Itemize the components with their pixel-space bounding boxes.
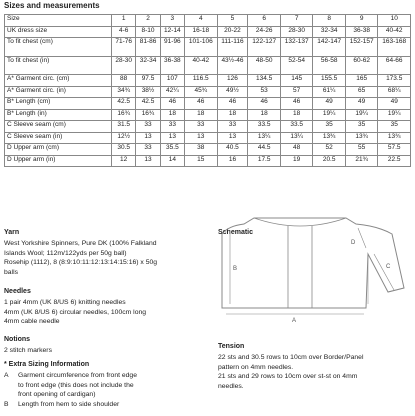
table-cell: 57: [280, 86, 313, 98]
table-cell: 13¾: [378, 132, 411, 144]
row-label: C Sleeve seam (in): [5, 132, 112, 144]
table-cell: 8: [313, 15, 346, 27]
table-cell: 22.5: [378, 155, 411, 167]
row-label: B* Length (cm): [5, 98, 112, 110]
table-cell: 101-106: [185, 38, 218, 57]
table-cell: 13: [217, 132, 248, 144]
table-cell: 33.5: [280, 121, 313, 133]
table-cell: 52: [313, 144, 346, 156]
table-cell: 38½: [136, 86, 160, 98]
table-cell: 145: [280, 75, 313, 87]
schematic-diagram: [218, 204, 410, 324]
table-cell: 64-66: [378, 56, 411, 75]
table-cell: 28-30: [280, 26, 313, 38]
table-cell: 60-62: [345, 56, 378, 75]
table-cell: 28-30: [112, 56, 136, 75]
table-row: [5, 75, 411, 87]
table-cell: 40-42: [378, 26, 411, 38]
label-c: C: [386, 264, 391, 270]
table-cell: 42.5: [112, 98, 136, 110]
table-cell: 43½-46: [217, 56, 248, 75]
page-title: Sizes and measurements: [4, 1, 100, 10]
table-cell: 18: [160, 109, 184, 121]
table-row: [5, 15, 411, 27]
table-cell: 107: [160, 75, 184, 87]
table-cell: 35: [345, 121, 378, 133]
row-label: D Upper arm (in): [5, 155, 112, 167]
table-cell: 65: [345, 86, 378, 98]
table-cell: 36-38: [345, 26, 378, 38]
table-cell: 40.5: [217, 144, 248, 156]
table-cell: 46: [185, 98, 218, 110]
table-cell: 19¼: [345, 109, 378, 121]
table-cell: 56-58: [313, 56, 346, 75]
table-cell: 111-116: [217, 38, 248, 57]
neckline: [254, 218, 346, 226]
table-cell: 13: [136, 155, 160, 167]
table-cell: 30.5: [112, 144, 136, 156]
label-d: D: [351, 240, 356, 246]
table-cell: 33: [185, 121, 218, 133]
table-cell: 61¼: [313, 86, 346, 98]
extra-sizing-text: to front edge (this does not include the: [18, 381, 134, 389]
yarn-line: Islands Wool; 112m/122yds per 50g ball): [4, 249, 127, 257]
table-cell: 40-42: [185, 56, 218, 75]
table-cell: 16-18: [185, 26, 218, 38]
schematic-heading: Schematic: [218, 229, 254, 236]
extra-sizing-text: front opening of cardigan): [18, 391, 96, 398]
garment-outline: [222, 218, 404, 308]
table-cell: 33: [160, 121, 184, 133]
table-row: [5, 38, 411, 57]
table-cell: 10: [378, 15, 411, 27]
table-cell: 31.5: [112, 121, 136, 133]
table-cell: 15: [185, 155, 218, 167]
table-cell: 13: [160, 132, 184, 144]
table-cell: 32-34: [313, 26, 346, 38]
table-cell: 68¼: [378, 86, 411, 98]
table-cell: 35.5: [160, 144, 184, 156]
table-cell: 81-86: [136, 38, 160, 57]
table-cell: 48-50: [248, 56, 281, 75]
tension-line: 21 sts and 29 rows to 10cm over st-st on 4mm: [218, 373, 358, 380]
row-label: B* Length (in): [5, 109, 112, 121]
table-cell: 2: [136, 15, 160, 27]
table-cell: 18: [280, 109, 313, 121]
tension-line: needles.: [218, 382, 244, 390]
notions-line: 2 stitch markers: [4, 347, 52, 354]
table-cell: 13: [136, 132, 160, 144]
yarn-heading: Yarn: [4, 229, 20, 236]
table-cell: 12-14: [160, 26, 184, 38]
table-row: [5, 26, 411, 38]
table-cell: 126: [217, 75, 248, 87]
table-cell: 19¼: [313, 109, 346, 121]
table-cell: 33: [217, 121, 248, 133]
table-cell: 53: [248, 86, 281, 98]
table-cell: 13: [185, 132, 218, 144]
extra-sizing-heading: * Extra Sizing Information: [4, 361, 90, 368]
table-cell: 4-6: [112, 26, 136, 38]
row-label: D Upper arm (cm): [5, 144, 112, 156]
table-cell: 18: [185, 109, 218, 121]
label-a: A: [292, 318, 297, 324]
row-label: A* Garment circ. (cm): [5, 75, 112, 87]
table-cell: 88: [112, 75, 136, 87]
table-cell: 19: [280, 155, 313, 167]
sizes-table: [4, 14, 411, 167]
table-cell: 165: [345, 75, 378, 87]
table-cell: 46: [160, 98, 184, 110]
table-cell: 7: [280, 15, 313, 27]
yarn-line: balls: [4, 268, 18, 276]
row-label: To fit chest (cm): [5, 38, 112, 57]
tension-heading: Tension: [218, 343, 245, 350]
table-cell: 33: [136, 144, 160, 156]
yarn-line: West Yorkshire Spinners, Pure DK (100% Falkland: [4, 240, 157, 247]
table-cell: 13¼: [248, 132, 281, 144]
needles-text: [4, 298, 209, 327]
table-cell: 13¾: [345, 132, 378, 144]
table-cell: 49: [345, 98, 378, 110]
table-cell: 116.5: [185, 75, 218, 87]
table-cell: 42.5: [136, 98, 160, 110]
table-cell: 19¼: [378, 109, 411, 121]
table-cell: 152-157: [345, 38, 378, 57]
table-cell: 24-26: [248, 26, 281, 38]
row-label: A* Garment circ. (in): [5, 86, 112, 98]
table-cell: 49: [378, 98, 411, 110]
table-cell: 1: [112, 15, 136, 27]
table-cell: 42¼: [160, 86, 184, 98]
table-cell: 48: [280, 144, 313, 156]
table-cell: 13¼: [280, 132, 313, 144]
extra-sizing-item-a: [4, 371, 209, 400]
needles-line: 4mm cable needle: [4, 318, 60, 325]
table-cell: 45¾: [185, 86, 218, 98]
needles-line: 4mm (UK 8/US 6) circular needles, 100cm long: [4, 308, 147, 316]
table-cell: 36-38: [160, 56, 184, 75]
table-cell: 5: [217, 15, 248, 27]
table-cell: 12: [112, 155, 136, 167]
table-row: [5, 144, 411, 156]
table-cell: 16: [217, 155, 248, 167]
tension-line: pattern on 4mm needles.: [218, 363, 294, 371]
table-cell: 35: [313, 121, 346, 133]
table-row: [5, 109, 411, 121]
table-cell: 18: [248, 109, 281, 121]
table-row: [5, 132, 411, 144]
table-cell: 57.5: [378, 144, 411, 156]
extra-sizing-key: A: [4, 372, 9, 379]
tension-line: 22 sts and 30.5 rows to 10cm over Border/Panel: [218, 354, 364, 361]
table-cell: 21¾: [345, 155, 378, 167]
table-cell: 134.5: [248, 75, 281, 87]
tension-text: [218, 353, 413, 391]
table-cell: 8-10: [136, 26, 160, 38]
table-cell: 14: [160, 155, 184, 167]
notions-heading: Notions: [4, 336, 31, 343]
needles-heading: Needles: [4, 288, 31, 295]
table-cell: 55: [345, 144, 378, 156]
label-b: B: [233, 266, 238, 272]
table-cell: 46: [280, 98, 313, 110]
table-cell: 13¾: [313, 132, 346, 144]
table-cell: 33: [136, 121, 160, 133]
table-cell: 20-22: [217, 26, 248, 38]
row-label: C Sleeve seam (cm): [5, 121, 112, 133]
table-cell: 97.5: [136, 75, 160, 87]
sleeve-cuff: [388, 288, 404, 292]
yarn-text: [4, 239, 209, 277]
table-cell: 52-54: [280, 56, 313, 75]
table-row: [5, 86, 411, 98]
table-cell: 18: [217, 109, 248, 121]
table-cell: 16¾: [112, 109, 136, 121]
table-cell: 34¾: [112, 86, 136, 98]
table-cell: 17.5: [248, 155, 281, 167]
table-cell: 46: [217, 98, 248, 110]
table-row: [5, 155, 411, 167]
table-cell: 6: [248, 15, 281, 27]
table-cell: 173.5: [378, 75, 411, 87]
upper-arm-arrow: [358, 228, 366, 248]
table-cell: 44.5: [248, 144, 281, 156]
table-cell: 91-96: [160, 38, 184, 57]
table-cell: 71-76: [112, 38, 136, 57]
table-cell: 3: [160, 15, 184, 27]
row-label: Size: [5, 15, 112, 27]
table-cell: 163-168: [378, 38, 411, 57]
table-cell: 46: [248, 98, 281, 110]
table-cell: 20.5: [313, 155, 346, 167]
yarn-line: Rosehip (1112), 8 (8:9:10:11:12:13:14:15:16) x 50g: [4, 259, 158, 266]
table-cell: 155.5: [313, 75, 346, 87]
row-label: To fit chest (in): [5, 56, 112, 75]
row-label: UK dress size: [5, 26, 112, 38]
table-cell: 9: [345, 15, 378, 27]
table-cell: 32-34: [136, 56, 160, 75]
extra-sizing-list: [4, 371, 209, 409]
needles-line: 1 pair 4mm (UK 8/US 6) knitting needles: [4, 299, 126, 306]
extra-sizing-text: Length from hem to side shoulder: [18, 400, 120, 408]
table-cell: 33.5: [248, 121, 281, 133]
table-cell: 142-147: [313, 38, 346, 57]
table-cell: 49½: [217, 86, 248, 98]
table-row: [5, 56, 411, 75]
table-cell: 16¾: [136, 109, 160, 121]
table-cell: 4: [185, 15, 218, 27]
table-cell: 122-127: [248, 38, 281, 57]
table-cell: 132-137: [280, 38, 313, 57]
extra-sizing-item-b: [4, 400, 209, 410]
extra-sizing-key: B: [4, 400, 9, 408]
table-cell: 35: [378, 121, 411, 133]
extra-sizing-text: Garment circumference from front edge: [18, 372, 137, 379]
table-cell: 49: [313, 98, 346, 110]
table-row: [5, 98, 411, 110]
table-cell: 38: [185, 144, 218, 156]
table-cell: 12½: [112, 132, 136, 144]
table-row: [5, 121, 411, 133]
